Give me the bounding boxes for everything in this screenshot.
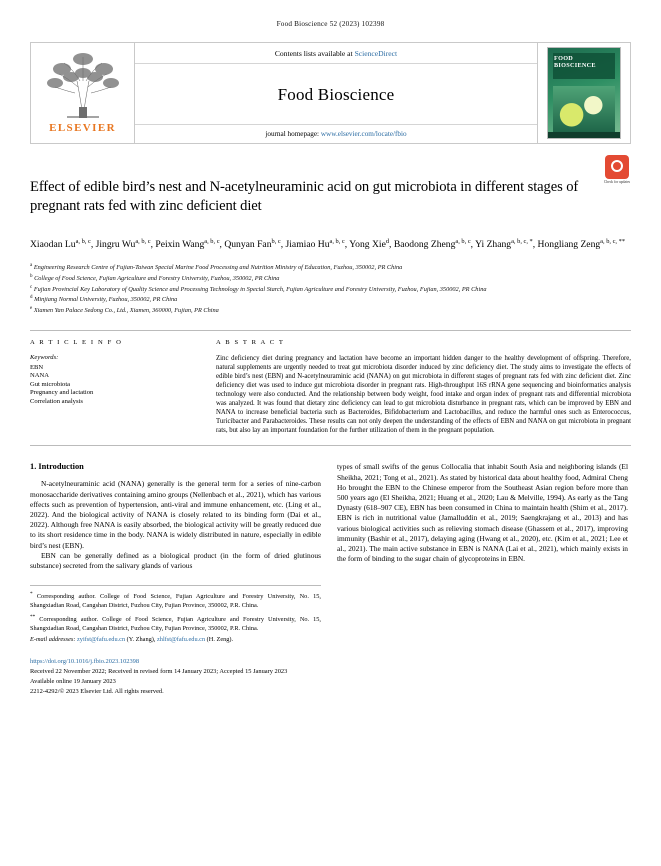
keyword: NANA [30,372,50,380]
article-info-heading: A R T I C L E I N F O [30,338,123,346]
keyword: Pregnancy and lactation [30,389,94,397]
body-column-left [30,462,321,571]
masthead-center [135,43,537,143]
email-who-zeng: (H. Zeng). [205,636,234,644]
article-body [30,462,631,571]
author: Xiaodan Lu$^{a, b, c}$ [30,238,91,251]
footnote-marker: * [30,591,33,598]
journal-title: Food Bioscience [277,85,395,104]
masthead-cover [537,43,630,143]
homepage-prefix: journal homepage: [265,130,321,138]
abstract-heading: A B S T R A C T [216,338,285,346]
crossmark-badge[interactable] [603,155,631,184]
footnote [30,590,321,610]
crossmark-label: Check for updates [603,180,631,184]
affiliation: $^c$ Fujian Provincial Key Laboratory of Quality Science and Processing Technology in Special Starch, Fujian Agriculture and Forestry University, Fuzhou, Fujian, 350002, PR China [30,284,487,293]
email-link-zeng[interactable]: zhlfst@fafu.edu.cn [157,636,206,644]
email-label: E-mail addresses: [30,636,76,644]
affiliation: $^a$ Engineering Research Centre of Fujian-Taiwan Special Marine Food Processing and Nutrition Ministry of Education, Fuzhou, 350002, PR China [30,263,403,272]
email-link-zhang[interactable]: zyifst@fafu.edu.cn [77,636,126,644]
paragraph: types of small swifts of the genus Collocalia that inhabit South Asia and neighboring islands (El Sheikha, 2021; Tong et al., 2021). As stated by historical data about healthy food, Admiral Cheng Ho brought the EBN to the Chinese emperor from the Southeast Asian region before more than 500 years ago (El Sheikha, 2021; Huang et al., 2020; Lau & Melville, 1994). As early as the Tang Dynasty (618–907 CE), EBN has been consumed in China to maintain health (Shim et al., 2017). EBN is rich in nutritional value (Jamalluddin et al., 2019; Saengkrajang et al., 2013) and has various biological activities such as relieving stomach disease (Ghassem et al., 2017), improving immunity (Bashir et al., 2017), delaying aging (Hwang et al., 2020), etc. (Kim et al., 2021; Lee et al., 2021). The main active substance in EBN is NANA (Lai et al., 2021), which mainly exists in the form of binding to the sugar chain of glycoproteins in EBN. [337,462,628,564]
affiliation: $^b$ College of Food Science, Fujian Agriculture and Forestry University, Fuzhou, 350002, PR China [30,273,280,282]
article-tail [30,657,390,696]
doi-link[interactable]: https://doi.org/10.1016/j.fbio.2023.102398 [30,657,140,665]
author: Jiamiao Hu$^{a, b, c}$ [285,238,345,251]
journal-homepage-link[interactable]: www.elsevier.com/locate/fbio [320,130,407,138]
cover-title: FOOD BIOSCIENCE [554,55,596,69]
paragraph: EBN can be generally defined as a biological product (in the form of dried glutinous substance) secreted from the salivary glands of various [30,550,321,571]
affiliation: $^d$ Minjiang Normal University, Fuzhou, 350002, PR China [30,295,178,304]
journal-cover-image [547,47,621,139]
publisher-name: ELSEVIER [49,122,116,134]
author: Peixin Wang$^{a, b, c}$ [155,238,220,251]
divider-bottom [30,445,631,446]
homepage-line [135,124,537,143]
cover-photo [553,86,615,134]
article-info [30,339,198,436]
running-head: Food Bioscience 52 (2023) 102398 [276,20,385,28]
abstract [216,339,631,436]
info-abstract-block [30,331,631,436]
keyword: EBN [30,363,44,371]
email-who-zhang: (Y. Zhang), [125,636,157,644]
contents-prefix: Contents lists available at [274,49,355,58]
journal-masthead [30,42,631,144]
footnote [30,613,321,633]
cover-footer-bar [548,132,620,138]
body-column-right [337,462,628,571]
abstract-text: Zinc deficiency diet during pregnancy and lactation have become an important hidden danger to the healthy development of offspring. Therefore, natural supplements are urgently needed to treat gut microbiota disorder induced by zinc deficiency diet. The study aims to investigate the effects of edible bird’s nest (EBN) and N-acetylneuraminic acid (NANA) on gut microbiota in different stages of pregnant rats fed with zinc deficient diet. Zinc deficiency diet was used to induce gut microbiota disorder in pregnant rats. High-throughput 16S rRNA gene sequencing and bioinformatics analysis technology were also conducted. And the relationship between body weight, food intake and organ index of pregnant rats and differential microbiota was analyzed. It was found that dietary zinc deficiency can lead to gut microbiota disturbance in pregnant rats, which can be improved by EBN and NANA to increase beneficial bacteria such as Bacteroides, Bifidobacterium and Lactobacillus, and reduce the harmful ones such as Enterococcus, Turicibacter and Parabacteroides. These results can not only deepen the understanding of the effects of EBN and NANA on gut microbiota in pregnant rats, but also lay an important foundation for the further utilization of them in the pregnant population. [216,354,631,435]
author-list: Xiaodan Lu$^{a, b, c}$, Jingru Wu$^{a, b, c}$, Peixin Wang$^{a, b, c}$, Qunyan Fan$^{b, c}$, Jiamiao Hu$^{a, b, c}$, Yong Xie$^d$, Baodong Zheng$^{a, b, c}$, Yi Zhang$^{a, b, c, *}$, Hongliang Zeng$^{a, b, c, **}$ [30,238,626,251]
keyword: Gut microbiota [30,380,71,388]
sciencedirect-link[interactable]: ScienceDirect [354,49,398,58]
footnotes [30,590,321,644]
footnote-marker: ** [30,614,36,621]
keyword: Correlation analysis [30,398,83,405]
author: Qunyan Fan$^{b, c}$ [224,238,281,251]
author: Hongliang Zeng$^{a, b, c, **}$ [537,238,626,251]
affiliation: $^e$ Xiamen Yan Palace Sedong Co., Ltd., Xiamen, 360000, Fujian, PR China [30,305,219,315]
email-line [30,636,321,644]
author: Yi Zhang$^{a, b, c, *}$ [475,238,533,251]
received-dates: Received 22 November 2022; Received in revised form 14 January 2023; Accepted 15 January 2023 [30,667,288,675]
author: Baodong Zheng$^{a, b, c}$ [393,238,471,251]
keywords-label: Keywords: [30,353,59,361]
author: Jingru Wu$^{a, b, c}$ [95,238,151,251]
footnote-text: Corresponding author. College of Food Science, Fujian Agriculture and Forestry University, No. 15, Shangxiadian Road, Cangshan District, Fuzhou City, Fujian Province, 350002, P.R. China. [30,616,321,632]
article-title: Effect of edible bird’s nest and N-acetylneuraminic acid on gut microbiota in different stages of pregnant rats fed with zinc deficient diet [30,179,579,214]
elsevier-tree-icon [37,47,129,121]
publisher-logo [31,43,135,143]
section-heading-introduction: 1. Introduction [30,462,84,472]
contents-line [135,49,537,64]
paragraph: N-acetylneuraminic acid (NANA) generally is the general term for a series of nine-carbon monosaccharide derivatives containing amino groups (Nellenbach et al., 2021), which has various effects such as prevention of hypertension, anti-viral and immune enhancement, etc. (Ling et al., 2022). And the biological activity of NANA is closely related to its binding form (Dai et al., 2022). Although free NANA is easily absorbed, the biological activity will be greatly reduced due to its short residence time in the body. NANA is widely distributed in nature, especially in edible bird’s nest (EBN). [30,479,321,550]
available-online: Available online 19 January 2023 [30,677,116,685]
footnote-divider [30,585,321,586]
affiliation-list [30,262,631,315]
author: Yong Xie$^d$ [349,238,390,251]
footnote-text: Corresponding author. College of Food Science, Fujian Agriculture and Forestry University, No. 15, Shangxiadian Road, Cangshan District, Fuzhou City, Fujian Province, 350002, P.R. China. [30,593,321,609]
copyright-line: 2212-4292/© 2023 Elsevier Ltd. All rights reserved. [30,687,164,695]
crossmark-icon [605,155,629,179]
